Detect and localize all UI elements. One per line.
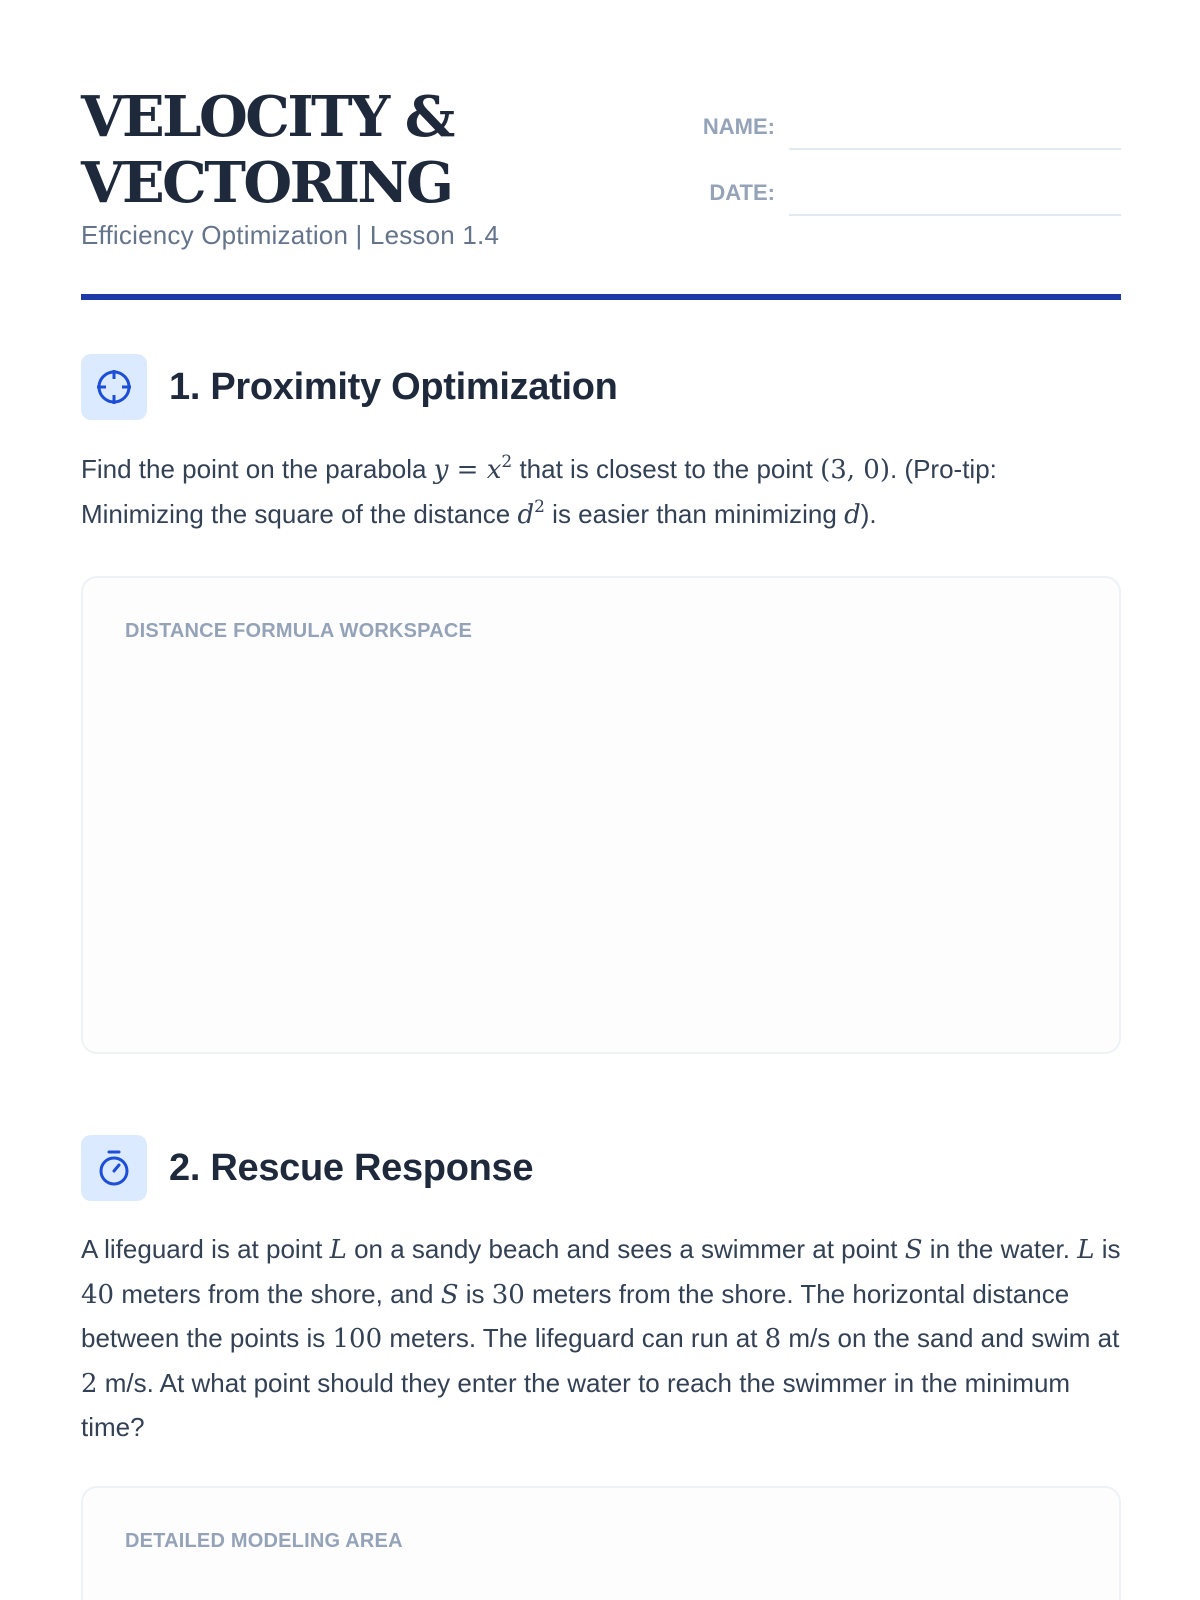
- name-label: NAME:: [702, 114, 775, 139]
- stopwatch-icon: [81, 1135, 147, 1201]
- crosshair-icon: [81, 354, 147, 420]
- title-line-1: VELOCITY &: [81, 84, 453, 150]
- title-line-2: VECTORING: [81, 150, 452, 216]
- section-2-prompt: A lifeguard is at point L on a sandy beach and sees a swimmer at point S in the water. L is 40 meters from the shore, and S is 30 meters from the shore. The horizontal distance between the points is 100 meters. The lifeguard can run at 8 m/s on the sand and swim at 2 m/s. At what point should they enter the water to reach the swimmer in the minimum time?: [81, 1234, 1121, 1442]
- section-1-title: 1. Proximity Optimization: [169, 365, 618, 408]
- section-1-prompt: Find the point on the parabola $y = x^2$ that is closest to the point (3, 0). (Pro-tip: Minimizing the square of the distance $d^2$ is easier than minimizing d).: [81, 452, 997, 530]
- section-2-heading: [81, 1135, 533, 1201]
- workspace-label: DISTANCE FORMULA WORKSPACE: [125, 620, 473, 642]
- worksheet-header: [81, 84, 1121, 304]
- section-2-title: 2. Rescue Response: [169, 1146, 534, 1189]
- workspace-label: DETAILED MODELING AREA: [125, 1530, 403, 1552]
- name-row: [691, 84, 1121, 150]
- section-1-heading: [81, 354, 618, 420]
- date-field[interactable]: [789, 174, 1121, 216]
- detailed-modeling-area[interactable]: [81, 1486, 1121, 1600]
- student-info: [691, 84, 1121, 216]
- worksheet-subtitle: Efficiency Optimization | Lesson 1.4: [81, 220, 500, 250]
- date-row: [691, 150, 1121, 216]
- distance-formula-workspace[interactable]: [81, 576, 1121, 1054]
- name-field[interactable]: [789, 108, 1121, 150]
- header-divider: [81, 294, 1121, 300]
- date-label: DATE:: [709, 180, 775, 205]
